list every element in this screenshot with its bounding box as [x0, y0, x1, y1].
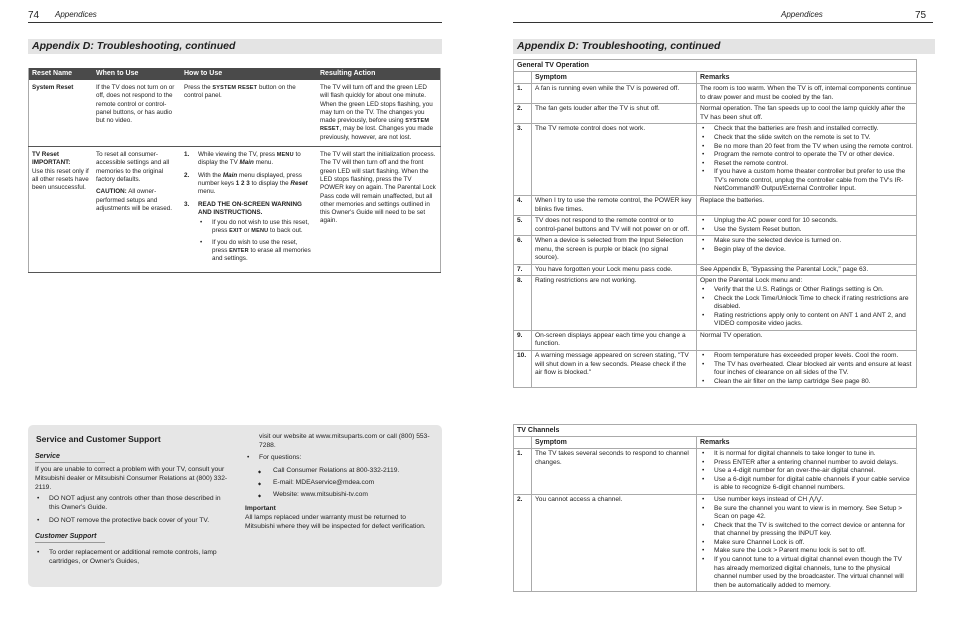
remark-item: • Use the System Reset button. [700, 226, 913, 235]
remark-item: • It is normal for digital channels to take longer to tune in. [700, 450, 913, 459]
service-text: If you are unable to correct a problem with your TV, consult your Mitsubishi dealer or Mitsubishi Consumer Relations at (800) 332-2119. [35, 466, 228, 491]
remark-item: • Check that the TV is switched to the correct device or antenna for that channel by pressing the INPUT key. [700, 522, 913, 539]
remark-text: Replace the batteries. [700, 196, 765, 204]
remark-item: • Rating restrictions apply only to content on ANT 1 and ANT 2, and VIDEO composite video jacks. [700, 312, 913, 329]
col-header: How to Use [181, 68, 317, 80]
remarks [697, 216, 917, 236]
service-column-2 [245, 433, 435, 531]
right-page [477, 0, 954, 618]
symptom: The TV takes several seconds to respond to channel changes. [532, 449, 697, 495]
running-header: Appendices [781, 10, 823, 19]
service-heading: Service [35, 452, 105, 463]
remark-text: See Appendix B, "Bypassing the Parental Lock," page 63. [700, 265, 869, 273]
remarks-lead: Open the Parental Lock menu and: [700, 277, 803, 285]
remark-text: Normal operation. The fan speeds up to cool the lamp quickly after the TV has been shut off. [700, 105, 906, 121]
remark-item: • If you have a custom home theater controller but prefer to use the TV's remote control, unplug the controller cable from the TV's IR-NetCommand® Output/External Controller Input. [700, 168, 913, 194]
col-header: Symptom [532, 437, 697, 449]
table-row [514, 84, 917, 104]
col-header: Reset Name [29, 68, 94, 80]
col-header: Symptom [532, 72, 697, 84]
reset-name: System Reset [32, 84, 74, 91]
important-text: All lamps replaced under warranty must be returned to Mitsubishi where they will be inspected for defect verification. [245, 513, 426, 530]
row-number: 1. [514, 84, 532, 104]
row-number: 8. [514, 276, 532, 330]
symptom: You cannot access a channel. [532, 495, 697, 592]
tv-channels-table [513, 424, 917, 592]
remarks [697, 350, 917, 387]
remark-item: • Begin play of the device. [700, 246, 913, 255]
remarks [697, 104, 917, 124]
symptom: When I try to use the remote control, the POWER key blinks five times. [532, 195, 697, 215]
table-row [29, 80, 441, 147]
remark-item: • Use a 4-digit number for an over-the-air digital channel. [700, 467, 913, 476]
table-row [514, 330, 917, 350]
remarks [697, 195, 917, 215]
page-number: 75 [915, 10, 927, 21]
remark-item: • Room temperature has exceeded proper levels. Cool the room. [700, 352, 913, 361]
list-item: ◆ Call Consumer Relations at 800-332-2119. [245, 467, 435, 476]
remarks [697, 236, 917, 265]
header-rule [513, 22, 933, 23]
remark-item: • Use a 6-digit number for digital cable channels if your cable service is able to recognize 6-digit channel numbers. [700, 476, 913, 493]
remarks [697, 124, 917, 196]
header-rule [28, 22, 442, 23]
support-heading: Customer Support [35, 532, 105, 543]
remark-item: • Make sure the Lock > Parent menu lock is set to off. [700, 547, 913, 556]
how-to-use: Press the SYSTEM RESET button on the control panel. [181, 80, 317, 147]
sub-step: • If you do wish to use the reset, press ENTER to erase all memories and settings. [198, 239, 314, 264]
table-caption: TV Channels [514, 425, 917, 437]
service-column-1 [35, 449, 230, 571]
page-number: 74 [28, 10, 40, 21]
contact-list [245, 467, 435, 499]
col-header: Remarks [697, 72, 917, 84]
how-to-use [181, 147, 317, 273]
resulting-action: The TV will turn off and the green LED will flash quickly for about one minute. When the green LED stops flashing, you may turn on the TV. The changes you made previously, before using SYSTEM RESET, may be lost. Changes you made previously, however, are not lost. [317, 80, 441, 147]
remarks [697, 276, 917, 330]
row-number: 9. [514, 330, 532, 350]
remarks [697, 330, 917, 350]
col-header: Remarks [697, 437, 917, 449]
row-number: 6. [514, 236, 532, 265]
table-caption: General TV Operation [514, 60, 917, 72]
website-text: visit our website at www.mitsuparts.com or call (800) 553-7288. [259, 433, 430, 449]
table-row [514, 195, 917, 215]
resulting-action: The TV will start the initialization process. The TV will then turn off and the front green LED will start flashing. When the LED stops flashing, press the TV POWER key on again. The Parental Lock Pass code will remain unaffected, but all other memories and settings outlined in this Owner's Guide will need to be set again. [320, 151, 436, 225]
table-row [514, 449, 917, 495]
col-header: Resulting Action [317, 68, 441, 80]
row-number: 4. [514, 195, 532, 215]
symptom: Rating restrictions are not working. [532, 276, 697, 330]
table-row [514, 236, 917, 265]
remark-item: • Make sure the selected device is turned on. [700, 237, 913, 246]
service-box [28, 425, 442, 587]
list-item: ◆ E-mail: MDEAservice@mdea.com [245, 479, 435, 488]
remark-item: • Use number keys instead of CH ⋀/⋁. [700, 496, 913, 505]
remark-item: • Unplug the AC power cord for 10 seconds. [700, 217, 913, 226]
service-title: Service and Customer Support [36, 434, 161, 444]
row-number: 10. [514, 350, 532, 387]
remark-item: • If you cannot tune to a virtual digital channel even though the TV has already memorized digital channels, tune to the physical channel number used by the broadcaster. The virtual channel will then be automatically added to memory. [700, 556, 913, 590]
remark-item: • Press ENTER after a entering channel number to avoid delays. [700, 459, 913, 468]
remark-item: • The TV has overheated. Clear blocked air vents and ensure at least four inches of clearance on all sides of the TV. [700, 361, 913, 378]
step-2: 2. With the Main menu displayed, press number keys 1 2 3 to display the Reset menu. [184, 171, 308, 196]
sub-step: • If you do not wish to use this reset, press EXIT or MENU to back out. [198, 219, 314, 236]
symptom: When a device is selected from the Input Selection menu, the screen is purple or black (no signal source). [532, 236, 697, 265]
appendix-title: Appendix D: Troubleshooting, continued [28, 39, 442, 54]
step-1: 1. While viewing the TV, press MENU to display the TV Main menu. [184, 151, 301, 167]
remark-item: • Reset the remote control. [700, 160, 913, 169]
row-number: 2. [514, 104, 532, 124]
symptom: The fan gets louder after the TV is shut off. [532, 104, 697, 124]
table-row [29, 147, 441, 273]
table-row [514, 276, 917, 330]
remark-text: Normal TV operation. [700, 331, 763, 339]
list-item: ◆ Website: www.mitsubishi-tv.com [245, 491, 435, 500]
table-row [514, 124, 917, 196]
remarks [697, 449, 917, 495]
remark-item: • Check the Lock Time/Unlock Time to check if rating restrictions are disabled. [700, 295, 913, 312]
remark-item: • Be sure the channel you want to view is in memory. See Setup > Scan on page 42. [700, 505, 913, 522]
remark-item: • Make sure Channel Lock is off. [700, 539, 913, 548]
reset-table [28, 68, 441, 273]
symptom: The TV remote control does not work. [532, 124, 697, 196]
remarks [697, 495, 917, 592]
remark-item: • Check that the slide switch on the remote is set to TV. [700, 134, 913, 143]
important-heading: Important [245, 505, 276, 513]
table-row [514, 264, 917, 276]
row-number: 7. [514, 264, 532, 276]
row-number: 3. [514, 124, 532, 196]
list-item: • For questions: [245, 454, 435, 463]
remark-item: • Clean the air filter on the lamp cartridge See page 80. [700, 378, 913, 387]
col-header: When to Use [93, 68, 181, 80]
remark-item: • Program the remote control to operate the TV or other device. [700, 151, 913, 160]
table-row [514, 216, 917, 236]
list-item: • DO NOT adjust any controls other than those described in this Owner's Guide. [35, 495, 230, 512]
symptom: A fan is running even while the TV is powered off. [532, 84, 697, 104]
table-row [514, 350, 917, 387]
row-number: 5. [514, 216, 532, 236]
table-row [514, 495, 917, 592]
appendix-title: Appendix D: Troubleshooting, continued [513, 39, 935, 54]
service-bullets [35, 495, 230, 525]
symptom: You have forgotten your Lock menu pass code. [532, 264, 697, 276]
reset-name: TV Reset IMPORTANT: Use this reset only if all other resets have been unsuccessful. [32, 151, 89, 192]
symptom: On-screen displays appear each time you change a function. [532, 330, 697, 350]
list-item: • To order replacement or additional remote controls, lamp cartridges, or Owner's Guides, [35, 549, 230, 566]
row-number: 1. [514, 449, 532, 495]
running-header: Appendices [55, 10, 97, 19]
remark-item: • Check that the batteries are fresh and installed correctly. [700, 125, 913, 134]
when-to-use: If the TV does not turn on or off, does not respond to the remote control or control-panel buttons, or has audio but no video. [93, 80, 181, 147]
row-number: 2. [514, 495, 532, 592]
remark-item: • Be no more than 20 feet from the TV when using the remote control. [700, 143, 913, 152]
remarks [697, 264, 917, 276]
symptom: A warning message appeared on screen stating, "TV will shut down in a few seconds. Please check if the air flow is blocked." [532, 350, 697, 387]
when-to-use: To reset all consumer-accessible settings and all memories to the original factory defaults. CAUTION: All owner-performed setups and adjustments will be erased. [96, 151, 172, 212]
remark-text: The room is too warm. When the TV is off, internal components continue to draw power and must be cooled by the fan. [700, 85, 912, 101]
remark-item: • Verify that the U.S. Ratings or Other Ratings setting is On. [700, 286, 913, 295]
symptom: TV does not respond to the remote control or to control-panel buttons and TV will not power on or off. [532, 216, 697, 236]
list-item: • DO NOT remove the protective back cover of your TV. [35, 517, 230, 526]
general-tv-operation-table [513, 59, 917, 388]
remarks [697, 84, 917, 104]
step-3: 3. READ THE ON-SCREEN WARNING AND INSTRUCTIONS. • If you do not wish to use this reset, press EXIT or MENU to back out. • If you do wish to use the reset, press ENTER to erase all memories and settings. [184, 201, 314, 264]
table-row [514, 104, 917, 124]
